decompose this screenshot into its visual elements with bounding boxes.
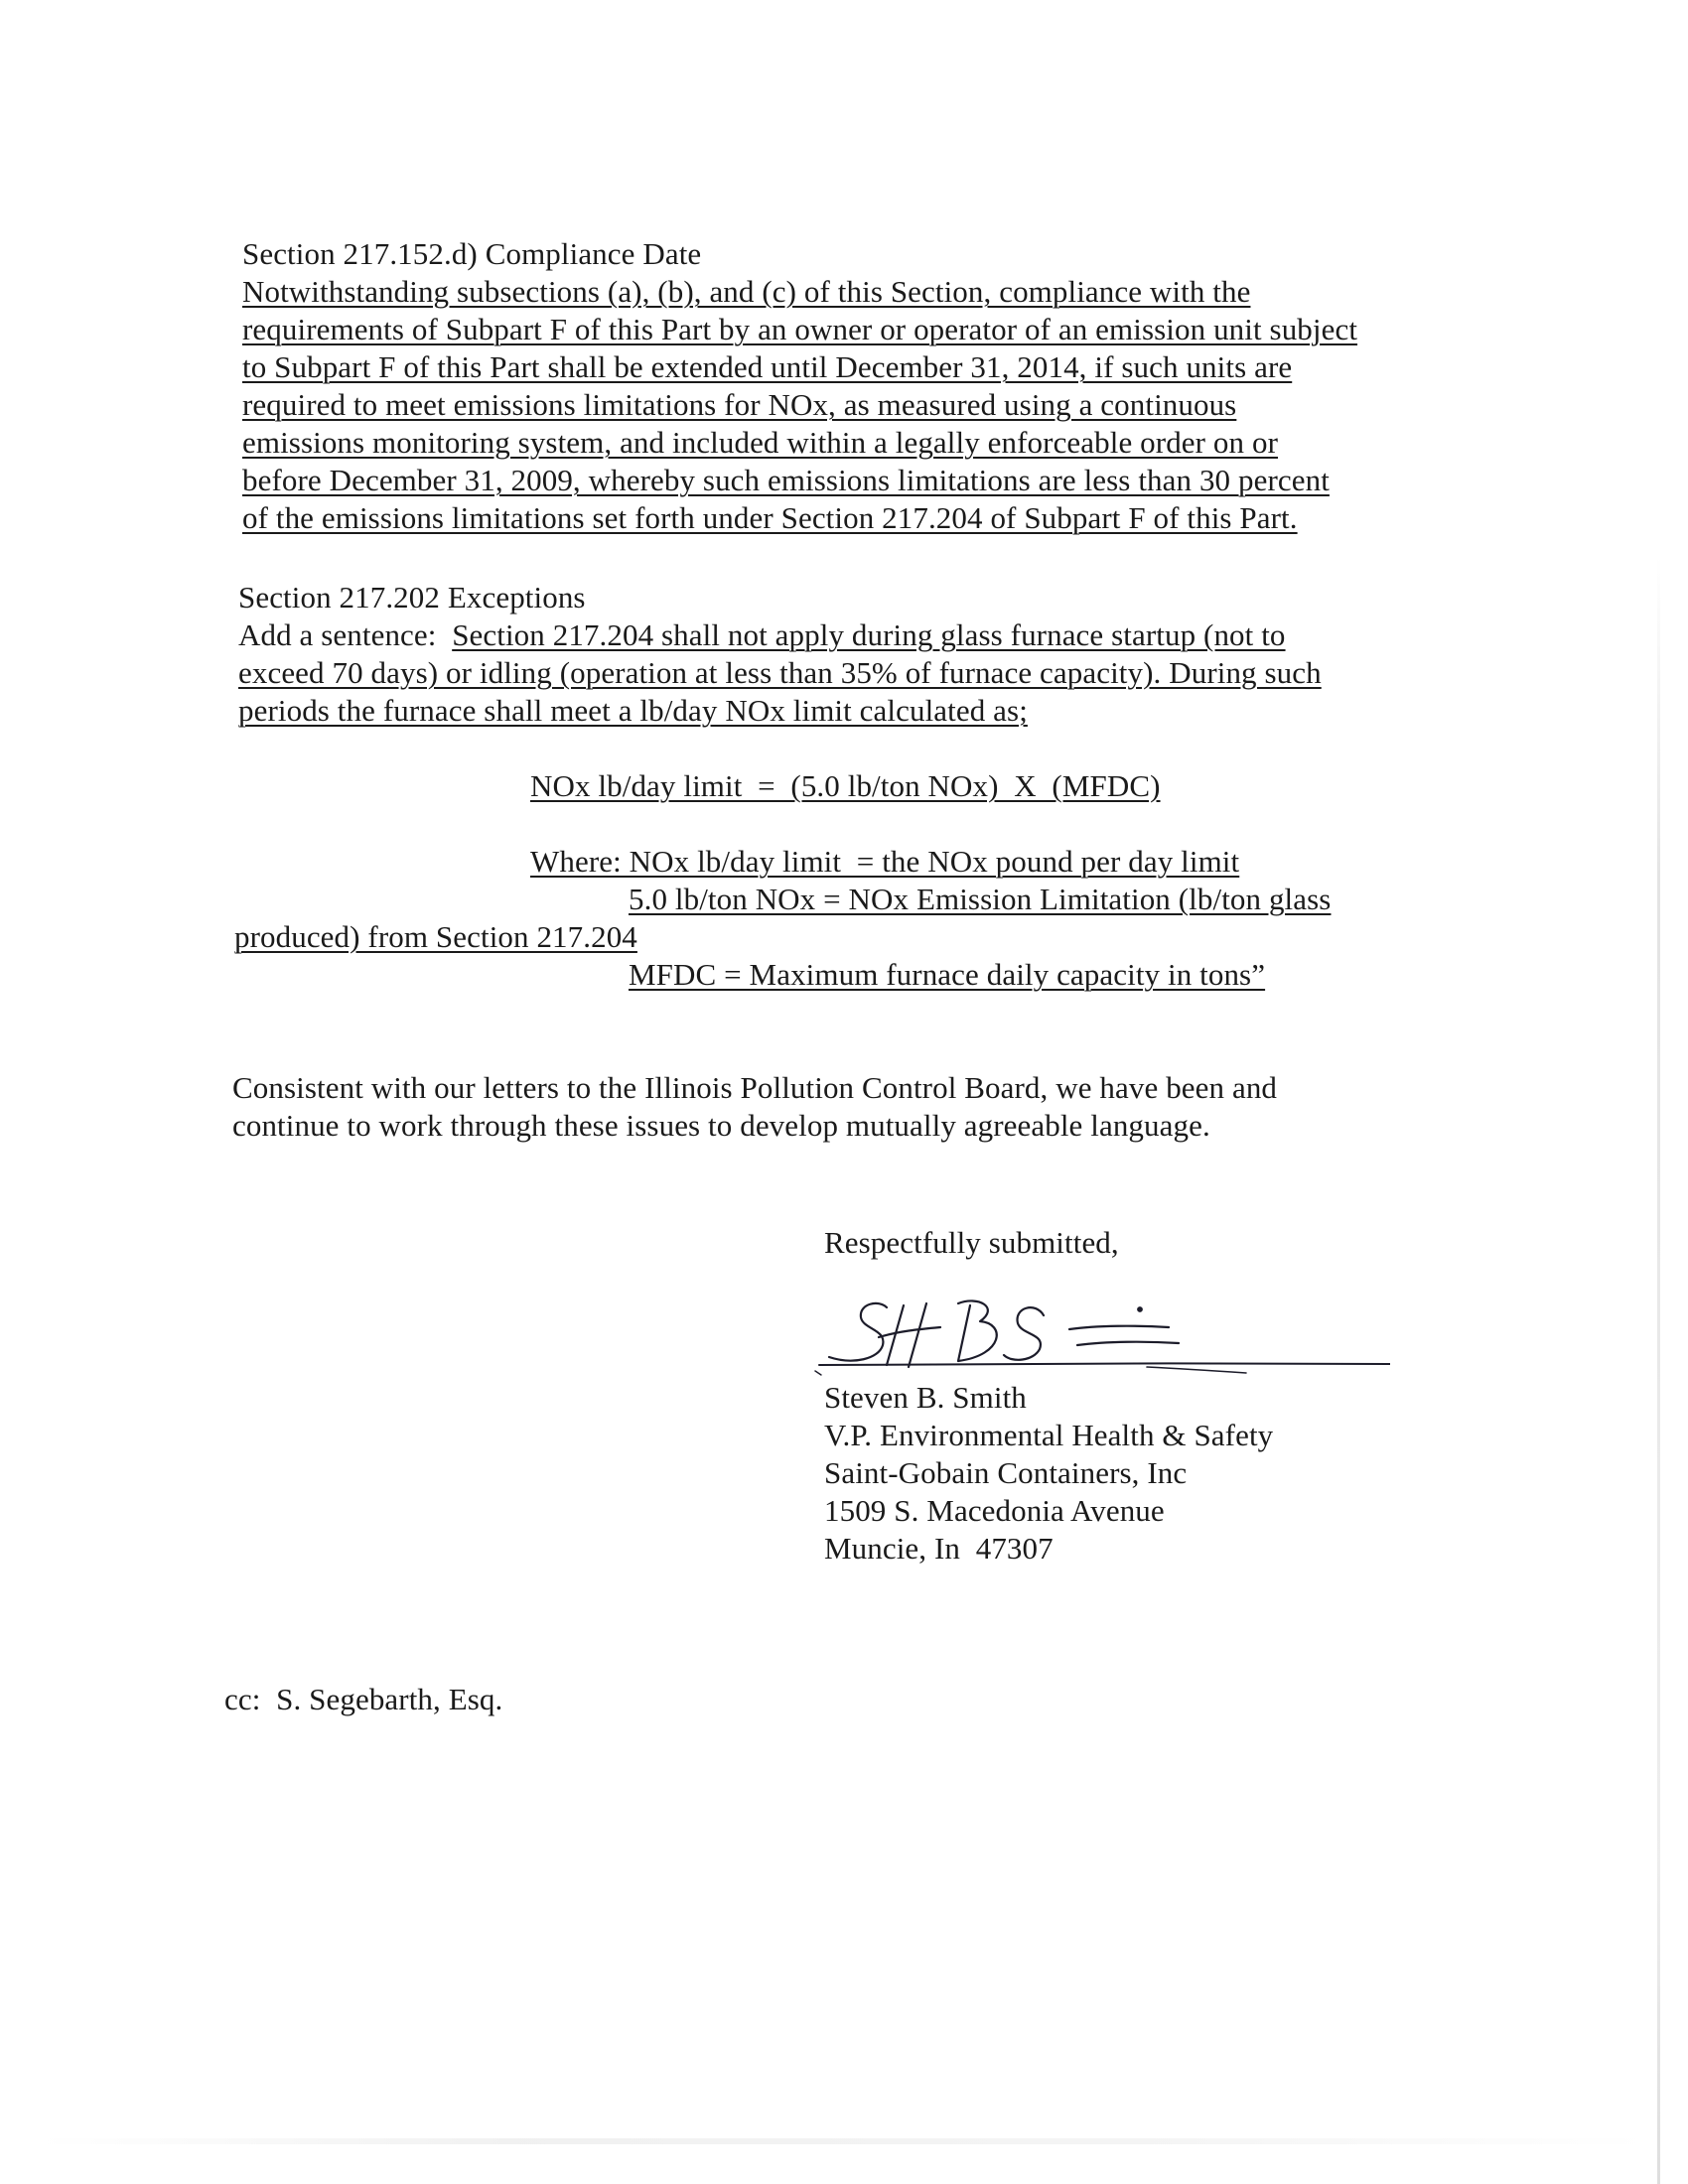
signer-name: Steven B. Smith [824, 1380, 1027, 1415]
section-202-line-3: periods the furnace shall meet a lb/day NOx limit calculated as; [238, 693, 1028, 728]
section-152-heading: Section 217.152.d) Compliance Date [242, 236, 702, 271]
section-152-body-line: emissions monitoring system, and included within a legally enforceable order on or [242, 425, 1279, 460]
signer-city: Muncie, In 47307 [824, 1531, 1054, 1566]
section-152-body-line: of the emissions limitations set forth under Section 217.204 of Subpart F of this Part. [242, 500, 1298, 535]
where-line: Where: NOx lb/day limit = the NOx pound per day limit [530, 844, 1240, 879]
cc-line: cc: S. Segebarth, Esq. [224, 1682, 503, 1716]
handwritten-signature [809, 1286, 1390, 1380]
salutation: Respectfully submitted, [824, 1225, 1119, 1260]
add-sentence-label: Add a sentence: [238, 617, 453, 652]
definition-5lb-continuation: produced) from Section 217.204 [234, 919, 637, 954]
signer-address: 1509 S. Macedonia Avenue [824, 1493, 1165, 1528]
definition-5lb-line: 5.0 lb/ton NOx = NOx Emission Limitation (lb/ton glass [629, 882, 1332, 916]
section-152-body-line: requirements of Subpart F of this Part by an owner or operator of an emission unit subject [242, 312, 1358, 346]
section-152-body-line: Notwithstanding subsections (a), (b), and (c) of this Section, compliance with the [242, 274, 1251, 309]
closing-paragraph-line: Consistent with our letters to the Illinois Pollution Control Board, we have been and [232, 1070, 1278, 1105]
section-202-amendment-text: Section 217.204 shall not apply during glass furnace startup (not to [452, 617, 1286, 652]
section-152-body-line: required to meet emissions limitations for NOx, as measured using a continuous [242, 387, 1237, 422]
scan-edge-shadow [1657, 556, 1660, 2184]
section-152-body-line: to Subpart F of this Part shall be extended until December 31, 2014, if such units are [242, 349, 1293, 384]
section-202-line-2: exceed 70 days) or idling (operation at less than 35% of furnace capacity). During such [238, 655, 1322, 690]
section-202-heading: Section 217.202 Exceptions [238, 580, 586, 614]
section-202-line-1 [238, 616, 1286, 654]
signer-company: Saint-Gobain Containers, Inc [824, 1455, 1188, 1490]
scan-bottom-shadow [40, 2138, 1648, 2144]
closing-paragraph-line: continue to work through these issues to develop mutually agreeable language. [232, 1108, 1210, 1143]
nox-formula: NOx lb/day limit = (5.0 lb/ton NOx) X (MFDC) [530, 768, 1161, 803]
section-152-body-line: before December 31, 2009, whereby such emissions limitations are less than 30 percent [242, 463, 1330, 497]
definition-mfdc-line: MFDC = Maximum furnace daily capacity in tons” [629, 957, 1266, 992]
signer-title: V.P. Environmental Health & Safety [824, 1418, 1274, 1452]
